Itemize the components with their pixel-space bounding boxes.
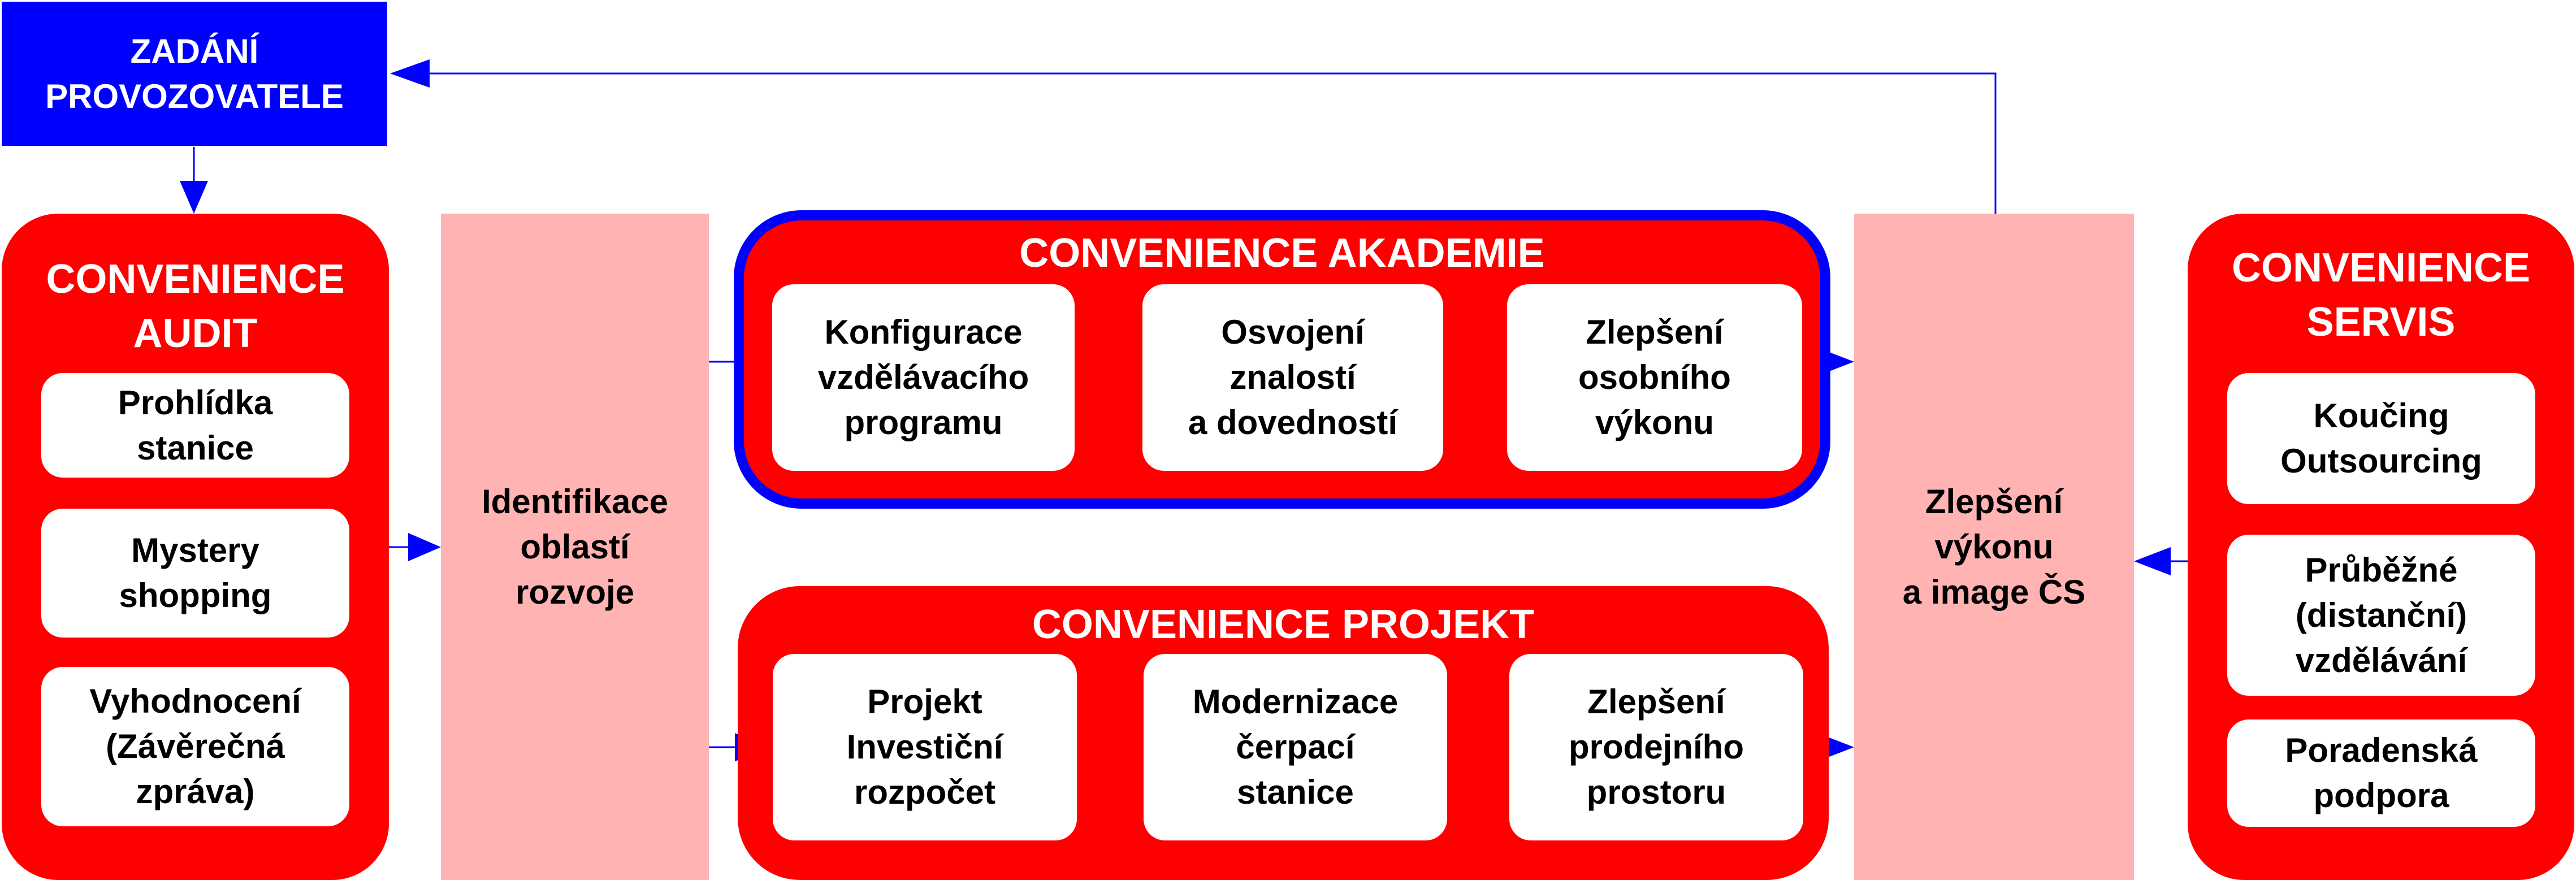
convenience-projekt-panel xyxy=(738,586,1829,880)
servis-item-poradenska xyxy=(2227,719,2535,827)
akademie-item-label: Zlepšení osobního výkonu xyxy=(1578,313,1731,441)
audit-item-label: Mystery shopping xyxy=(119,531,272,614)
arrow-servis-to-zlepseni xyxy=(2134,547,2171,575)
projekt-item-label: Modernizace čerpací stanice xyxy=(1192,683,1399,811)
akademie-item-konfigurace xyxy=(772,284,1075,471)
audit-item-vyhodnoceni xyxy=(41,667,349,826)
zadani-provozovatele-box xyxy=(2,2,387,146)
zadani-label: ZADÁNÍ PROVOZOVATELE xyxy=(45,32,344,115)
projekt-item-modernizace xyxy=(1144,654,1447,840)
convenience-servis-panel xyxy=(2188,214,2574,880)
akademie-item-osvojeni xyxy=(1142,284,1443,471)
projekt-item-investicni xyxy=(773,654,1077,840)
convenience-akademie-panel xyxy=(734,210,1830,509)
akademie-item-label: Konfigurace vzdělávacího programu xyxy=(817,313,1029,441)
servis-item-koucing xyxy=(2227,373,2535,504)
arrow-to-audit xyxy=(180,181,208,214)
servis-item-prubezne xyxy=(2227,535,2535,696)
servis-item-label: Koučing Outsourcing xyxy=(2280,397,2482,480)
audit-title: CONVENIENCE AUDIT xyxy=(46,257,345,356)
identifikace-box xyxy=(441,214,709,880)
projekt-item-prodejni xyxy=(1509,654,1803,840)
projekt-title: CONVENIENCE PROJEKT xyxy=(1032,602,1535,647)
audit-item-mystery xyxy=(41,509,349,638)
feedback-line xyxy=(396,73,1995,214)
zlepseni-label: Zlepšení výkonu a image ČS xyxy=(1902,482,2086,611)
servis-item-label: Poradenská podpora xyxy=(2285,731,2478,814)
convenience-audit-panel xyxy=(2,214,389,880)
akademie-title: CONVENIENCE AKADEMIE xyxy=(1019,231,1545,276)
projekt-item-label: Projekt Investiční rozpočet xyxy=(846,683,1003,811)
akademie-item-zlepseni xyxy=(1507,284,1802,471)
servis-title: CONVENIENCE SERVIS xyxy=(2231,245,2531,345)
zlepseni-vykonu-box xyxy=(1854,214,2134,880)
audit-item-label: Vyhodnocení (Závěrečná zpráva) xyxy=(89,682,301,810)
arrow-to-identifikace xyxy=(408,533,441,561)
audit-item-label: Prohlídka stanice xyxy=(118,383,273,467)
audit-item-prohlidka xyxy=(41,373,349,478)
identifikace-label: Identifikace oblastí rozvoje xyxy=(481,482,669,611)
arrow-to-zadani xyxy=(390,59,430,88)
akademie-item-label: Osvojení znalostí a dovedností xyxy=(1188,313,1398,441)
servis-item-label: Průběžné (distanční) vzdělávání xyxy=(2295,550,2467,679)
projekt-item-label: Zlepšení prodejního prostoru xyxy=(1569,683,1744,811)
